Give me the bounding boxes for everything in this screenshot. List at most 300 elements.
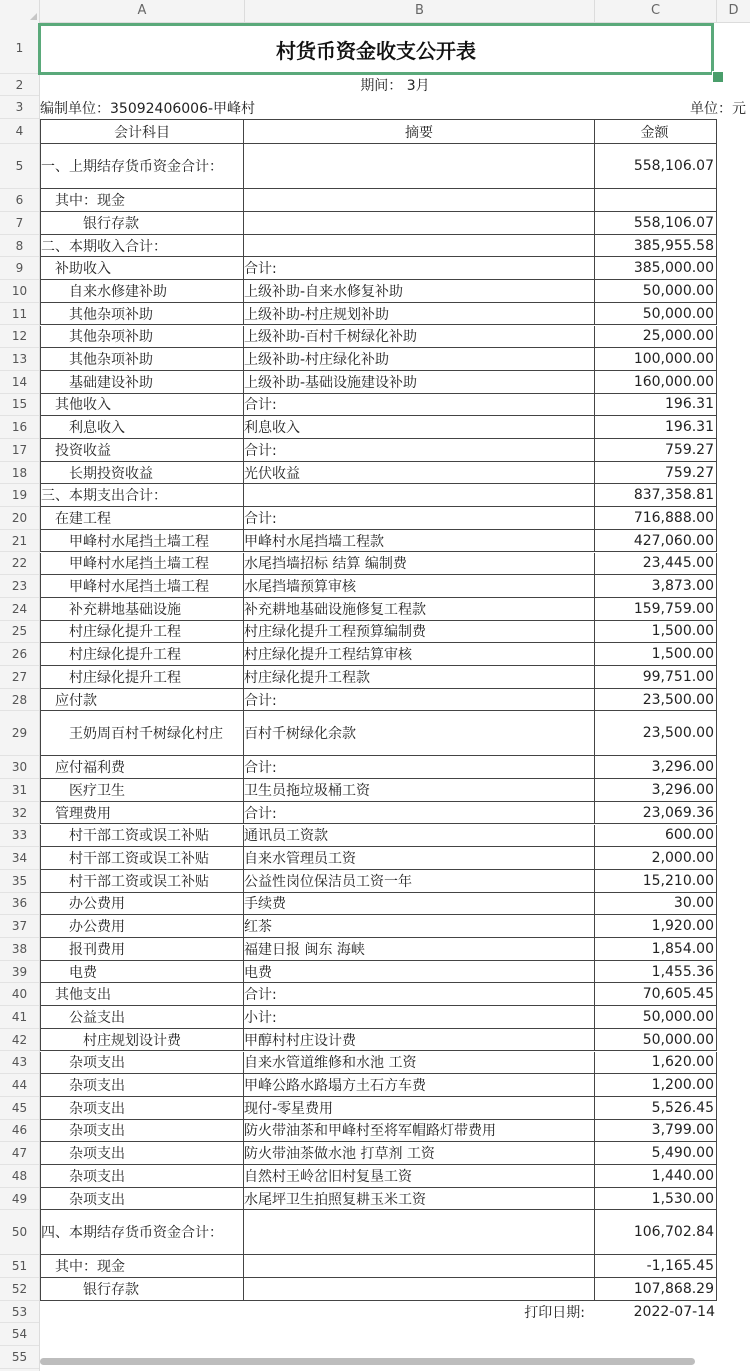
summary-cell[interactable] — [244, 1029, 595, 1052]
subject-cell[interactable] — [40, 643, 244, 666]
summary-cell-text: 公益性岗位保洁员工资一年 — [244, 873, 412, 890]
subject-cell-text: 村庄规划设计费 — [41, 1032, 181, 1049]
row-number[interactable]: 39 — [0, 961, 39, 984]
row-number[interactable]: 36 — [0, 893, 39, 916]
amount-cell-text: 716,888.00 — [633, 509, 714, 526]
sheet-row — [40, 961, 750, 984]
sheet-row — [40, 507, 750, 530]
summary-cell[interactable] — [244, 598, 595, 621]
amount-cell[interactable] — [595, 915, 717, 938]
summary-cell[interactable] — [244, 1188, 595, 1211]
amount-cell[interactable] — [595, 1074, 717, 1097]
summary-cell[interactable] — [244, 326, 595, 349]
subject-cell-text: 基础建设补助 — [41, 374, 153, 391]
summary-cell[interactable] — [244, 1210, 595, 1255]
amount-cell[interactable] — [595, 553, 717, 576]
summary-cell-text: 村庄绿化提升工程款 — [244, 669, 370, 686]
summary-cell-text: 自来水管理员工资 — [244, 851, 356, 868]
subject-cell[interactable] — [40, 144, 244, 189]
amount-cell-text: 837,358.81 — [633, 487, 714, 504]
subject-cell[interactable] — [40, 1097, 244, 1120]
subject-cell[interactable] — [40, 870, 244, 893]
subject-cell[interactable] — [40, 280, 244, 303]
summary-cell-text: 光伏收益 — [244, 465, 300, 482]
summary-cell[interactable] — [244, 893, 595, 916]
row-number[interactable]: 10 — [0, 280, 39, 303]
row-number[interactable]: 11 — [0, 303, 39, 326]
amount-cell[interactable] — [595, 825, 717, 848]
row-number[interactable]: 23 — [0, 575, 39, 598]
amount-cell[interactable] — [595, 1006, 717, 1029]
row-number[interactable]: 43 — [0, 1052, 39, 1075]
subject-cell-text: 在建工程 — [41, 510, 111, 527]
unit-right-cell-text: 单位：元 — [690, 100, 746, 117]
summary-cell-text: 合计: — [244, 987, 277, 1004]
summary-cell-text: 合计: — [244, 805, 277, 822]
subject-cell[interactable] — [40, 779, 244, 802]
amount-cell-text: 1,500.00 — [651, 646, 714, 663]
subject-cell[interactable] — [40, 893, 244, 916]
amount-cell[interactable] — [595, 961, 717, 984]
subject-cell-text: 甲峰村水尾挡土墙工程 — [41, 556, 209, 573]
amount-cell[interactable] — [595, 621, 717, 644]
print-label-cell-text: 打印日期: — [524, 1305, 585, 1322]
summary-cell[interactable] — [244, 348, 595, 371]
summary-cell[interactable] — [244, 643, 595, 666]
amount-cell[interactable] — [595, 484, 717, 507]
subject-cell[interactable] — [40, 1120, 244, 1143]
summary-cell[interactable] — [244, 144, 595, 189]
amount-cell[interactable] — [595, 802, 717, 825]
sheet-row — [40, 235, 750, 258]
summary-cell[interactable] — [244, 212, 595, 235]
subject-cell[interactable] — [40, 1029, 244, 1052]
row-number[interactable]: 19 — [0, 484, 39, 507]
row-number[interactable]: 47 — [0, 1142, 39, 1165]
amount-cell[interactable] — [595, 462, 717, 485]
column-header-d[interactable]: D — [728, 3, 739, 18]
summary-cell[interactable] — [244, 371, 595, 394]
amount-cell[interactable] — [595, 1165, 717, 1188]
sheet-row — [40, 1120, 750, 1143]
amount-cell-text: 23,445.00 — [642, 555, 714, 572]
amount-cell[interactable] — [595, 1029, 717, 1052]
subject-cell[interactable] — [40, 1210, 244, 1255]
subject-cell-text: 一、上期结存货币资金合计： — [41, 159, 223, 175]
row-number[interactable]: 13 — [0, 348, 39, 371]
summary-cell-text: 合计: — [244, 760, 277, 777]
row-number[interactable]: 8 — [0, 235, 39, 258]
sheet-row — [40, 326, 750, 349]
summary-cell[interactable] — [244, 575, 595, 598]
subject-cell[interactable] — [40, 938, 244, 961]
subject-cell-text: 杂项支出 — [41, 1191, 125, 1208]
amount-cell-text: 1,440.00 — [651, 1167, 714, 1184]
amount-cell-text: 50,000.00 — [642, 305, 714, 322]
subject-cell-text: 村庄绿化提升工程 — [41, 669, 181, 686]
amount-cell[interactable] — [595, 983, 717, 1006]
summary-cell[interactable] — [244, 1165, 595, 1188]
subject-cell-text: 其他支出 — [41, 987, 111, 1004]
subject-cell[interactable] — [40, 257, 244, 280]
summary-cell[interactable] — [244, 553, 595, 576]
summary-cell[interactable] — [244, 1052, 595, 1075]
summary-cell[interactable] — [244, 847, 595, 870]
summary-cell[interactable] — [244, 1255, 595, 1278]
subject-cell[interactable] — [40, 189, 244, 212]
column-header-b[interactable]: B — [245, 0, 595, 22]
amount-cell-text: 1,854.00 — [651, 940, 714, 957]
subject-cell[interactable] — [40, 416, 244, 439]
selected-title-cell[interactable] — [38, 23, 714, 75]
amount-cell-text: 558,106.07 — [633, 158, 714, 174]
subject-cell-text: 自来水修建补助 — [41, 283, 167, 300]
row-number[interactable]: 54 — [0, 1324, 39, 1347]
row-number[interactable]: 9 — [0, 257, 39, 280]
summary-cell[interactable] — [244, 416, 595, 439]
amount-cell[interactable] — [595, 235, 717, 258]
subject-cell-text: 杂项支出 — [41, 1078, 125, 1095]
amount-cell[interactable] — [595, 847, 717, 870]
row-number[interactable]: 55 — [0, 1346, 39, 1369]
amount-cell[interactable] — [595, 1142, 717, 1165]
amount-cell-text: 5,526.45 — [651, 1099, 714, 1116]
subject-cell-text: 王奶周百村千树绿化村庄 — [41, 726, 223, 743]
subject-cell[interactable] — [40, 507, 244, 530]
amount-cell-text: 385,000.00 — [633, 260, 714, 277]
row-number[interactable]: 28 — [0, 689, 39, 712]
summary-cell[interactable] — [244, 666, 595, 689]
amount-cell-text: 196.31 — [665, 419, 714, 436]
summary-cell[interactable] — [244, 915, 595, 938]
amount-cell[interactable] — [595, 1188, 717, 1211]
summary-cell-text: 防火带油茶和甲峰村至将军帽路灯带费用 — [244, 1123, 496, 1140]
row-number[interactable]: 3 — [0, 96, 39, 119]
amount-cell[interactable] — [595, 144, 717, 189]
row-number[interactable]: 14 — [0, 371, 39, 394]
subject-cell[interactable] — [40, 689, 244, 712]
row-number[interactable]: 4 — [0, 119, 39, 144]
subject-cell-text: 杂项支出 — [41, 1055, 125, 1072]
row-number[interactable]: 52 — [0, 1278, 39, 1301]
row-number[interactable]: 1 — [0, 22, 39, 74]
row-number[interactable]: 22 — [0, 553, 39, 576]
subject-cell[interactable] — [40, 711, 244, 756]
amount-cell[interactable] — [595, 439, 717, 462]
sheet-row — [40, 915, 750, 938]
row-number[interactable]: 49 — [0, 1188, 39, 1211]
subject-cell[interactable] — [40, 915, 244, 938]
row-number[interactable]: 21 — [0, 530, 39, 553]
summary-cell-text: 合计: — [244, 397, 277, 414]
sheet-row — [40, 280, 750, 303]
row-number[interactable]: 46 — [0, 1120, 39, 1143]
amount-cell[interactable] — [595, 598, 717, 621]
row-number[interactable]: 17 — [0, 439, 39, 462]
summary-cell-text: 自来水管道维修和水池 工资 — [244, 1055, 417, 1072]
subject-cell[interactable] — [40, 802, 244, 825]
row-number[interactable]: 26 — [0, 643, 39, 666]
summary-cell[interactable] — [244, 484, 595, 507]
row-number[interactable]: 12 — [0, 326, 39, 349]
amount-cell-text: 100,000.00 — [633, 351, 714, 368]
amount-cell[interactable] — [595, 575, 717, 598]
amount-cell[interactable] — [595, 756, 717, 779]
summary-cell[interactable] — [244, 257, 595, 280]
subject-cell[interactable] — [40, 961, 244, 984]
row-number[interactable]: 51 — [0, 1255, 39, 1278]
amount-cell[interactable] — [595, 257, 717, 280]
row-number[interactable]: 25 — [0, 621, 39, 644]
summary-cell[interactable] — [244, 507, 595, 530]
subject-cell[interactable] — [40, 484, 244, 507]
subject-cell-text: 其中：现金 — [41, 193, 125, 209]
subject-cell-text: 四、本期结存货币资金合计： — [41, 1225, 223, 1242]
subject-cell[interactable] — [40, 348, 244, 371]
subject-cell-text: 村庄绿化提升工程 — [41, 624, 181, 641]
amount-cell[interactable] — [595, 689, 717, 712]
row-number[interactable]: 7 — [0, 212, 39, 235]
header-amount[interactable] — [595, 119, 717, 144]
subject-cell[interactable] — [40, 1006, 244, 1029]
subject-cell[interactable] — [40, 394, 244, 417]
subject-cell[interactable] — [40, 825, 244, 848]
summary-cell[interactable] — [244, 394, 595, 417]
amount-cell[interactable] — [595, 394, 717, 417]
sheet-row — [40, 439, 750, 462]
horizontal-scrollbar[interactable] — [40, 1358, 695, 1365]
summary-cell[interactable] — [244, 779, 595, 802]
summary-cell-text: 卫生员拖垃圾桶工资 — [244, 782, 370, 799]
summary-cell[interactable] — [244, 303, 595, 326]
amount-cell[interactable] — [595, 643, 717, 666]
subject-cell[interactable] — [40, 1052, 244, 1075]
row-number[interactable]: 45 — [0, 1097, 39, 1120]
sheet-row — [40, 870, 750, 893]
subject-cell[interactable] — [40, 303, 244, 326]
summary-cell-text: 水尾挡墙招标 结算 编制费 — [244, 556, 407, 573]
sheet-row — [40, 96, 750, 119]
row-number[interactable]: 37 — [0, 915, 39, 938]
summary-cell[interactable] — [244, 621, 595, 644]
amount-cell-text: 106,702.84 — [633, 1224, 714, 1241]
subject-cell[interactable] — [40, 439, 244, 462]
summary-cell[interactable] — [244, 462, 595, 485]
amount-cell[interactable] — [595, 1097, 717, 1120]
row-number[interactable]: 44 — [0, 1074, 39, 1097]
summary-cell[interactable] — [244, 235, 595, 258]
unit-right-cell[interactable] — [595, 96, 750, 119]
summary-cell[interactable] — [244, 1006, 595, 1029]
amount-cell-text: 1,200.00 — [651, 1077, 714, 1094]
subject-cell[interactable] — [40, 235, 244, 258]
sheet-row — [40, 189, 750, 212]
amount-cell-text: 600.00 — [665, 827, 714, 844]
amount-cell[interactable] — [595, 530, 717, 553]
amount-cell[interactable] — [595, 1120, 717, 1143]
summary-cell[interactable] — [244, 1074, 595, 1097]
amount-cell-text: 759.27 — [665, 441, 714, 458]
period-cell[interactable] — [40, 74, 750, 96]
header-summary[interactable] — [244, 119, 595, 144]
summary-cell-text: 自然村王岭岔旧村复垦工资 — [244, 1168, 412, 1185]
row-number[interactable]: 18 — [0, 462, 39, 485]
amount-cell[interactable] — [595, 326, 717, 349]
amount-cell[interactable] — [595, 371, 717, 394]
subject-cell[interactable] — [40, 983, 244, 1006]
subject-cell[interactable] — [40, 462, 244, 485]
subject-cell[interactable] — [40, 530, 244, 553]
subject-cell[interactable] — [40, 756, 244, 779]
amount-cell[interactable] — [595, 870, 717, 893]
amount-cell-text: 385,955.58 — [633, 237, 714, 254]
summary-cell[interactable] — [244, 1120, 595, 1143]
sheet-row — [40, 348, 750, 371]
amount-cell[interactable] — [595, 1052, 717, 1075]
summary-cell-text: 合计: — [244, 510, 277, 527]
column-header-c[interactable]: C — [595, 0, 717, 22]
unit-left-cell[interactable] — [40, 96, 440, 119]
row-number[interactable]: 6 — [0, 189, 39, 212]
sheet-row — [40, 825, 750, 848]
amount-cell-text: 1,920.00 — [651, 918, 714, 935]
amount-cell[interactable] — [595, 416, 717, 439]
summary-cell[interactable] — [244, 938, 595, 961]
summary-cell-text: 甲峰公路水路塌方土石方车费 — [244, 1078, 426, 1095]
subject-cell[interactable] — [40, 621, 244, 644]
fill-handle[interactable] — [712, 71, 724, 83]
sheet-row — [40, 1074, 750, 1097]
amount-cell[interactable] — [595, 711, 717, 756]
row-number[interactable]: 41 — [0, 1006, 39, 1029]
amount-cell-text: 25,000.00 — [642, 328, 714, 345]
row-number[interactable]: 16 — [0, 416, 39, 439]
summary-cell[interactable] — [244, 961, 595, 984]
select-all-corner[interactable] — [0, 0, 40, 22]
subject-cell[interactable] — [40, 575, 244, 598]
amount-cell[interactable] — [595, 779, 717, 802]
row-number[interactable]: 33 — [0, 825, 39, 848]
subject-cell[interactable] — [40, 1074, 244, 1097]
subject-cell[interactable] — [40, 1255, 244, 1278]
amount-cell-text: 2,000.00 — [651, 850, 714, 867]
sheet-row — [40, 689, 750, 712]
sheet-row — [40, 484, 750, 507]
amount-cell[interactable] — [595, 212, 717, 235]
amount-cell[interactable] — [595, 1255, 717, 1278]
summary-cell[interactable] — [244, 711, 595, 756]
row-number[interactable]: 31 — [0, 779, 39, 802]
subject-cell[interactable] — [40, 326, 244, 349]
amount-cell[interactable] — [595, 1278, 717, 1301]
summary-cell[interactable] — [244, 189, 595, 212]
amount-cell[interactable] — [595, 1210, 717, 1255]
period-cell-text: 期间： 3月 — [360, 78, 430, 94]
row-number[interactable]: 53 — [0, 1301, 39, 1324]
amount-cell[interactable] — [595, 666, 717, 689]
subject-cell[interactable] — [40, 1142, 244, 1165]
amount-cell-text: 159,759.00 — [633, 600, 714, 617]
row-number[interactable]: 38 — [0, 938, 39, 961]
amount-cell[interactable] — [595, 893, 717, 916]
subject-cell-text: 办公费用 — [41, 919, 125, 936]
row-number[interactable]: 29 — [0, 711, 39, 756]
amount-cell[interactable] — [595, 348, 717, 371]
summary-cell[interactable] — [244, 1278, 595, 1301]
row-number[interactable]: 5 — [0, 144, 39, 189]
sheet-row — [40, 756, 750, 779]
summary-cell[interactable] — [244, 802, 595, 825]
summary-cell-text: 红茶 — [244, 919, 272, 936]
subject-cell[interactable] — [40, 1188, 244, 1211]
subject-cell[interactable] — [40, 1165, 244, 1188]
summary-cell-text: 补充耕地基础设施修复工程款 — [244, 601, 426, 618]
amount-cell-text: 50,000.00 — [642, 1008, 714, 1025]
amount-cell-text: 3,799.00 — [651, 1122, 714, 1139]
print-label-cell[interactable] — [244, 1301, 595, 1324]
header-subject[interactable] — [40, 119, 244, 144]
subject-cell[interactable] — [40, 553, 244, 576]
row-number[interactable]: 42 — [0, 1029, 39, 1052]
row-number[interactable]: 27 — [0, 666, 39, 689]
summary-cell[interactable] — [244, 825, 595, 848]
subject-cell-text: 补充耕地基础设施 — [41, 601, 181, 618]
sheet-row — [40, 257, 750, 280]
row-number[interactable]: 2 — [0, 74, 39, 96]
summary-cell[interactable] — [244, 1097, 595, 1120]
row-number[interactable]: 15 — [0, 394, 39, 417]
summary-cell[interactable] — [244, 689, 595, 712]
summary-cell[interactable] — [244, 756, 595, 779]
row-number[interactable]: 32 — [0, 802, 39, 825]
subject-cell[interactable] — [40, 1278, 244, 1301]
column-header-a[interactable]: A — [40, 0, 245, 22]
amount-cell[interactable] — [595, 938, 717, 961]
amount-cell-text: 23,500.00 — [642, 725, 714, 742]
row-number[interactable]: 48 — [0, 1165, 39, 1188]
subject-cell-text: 补助收入 — [41, 261, 111, 278]
row-number[interactable]: 40 — [0, 983, 39, 1006]
amount-cell-text: 3,296.00 — [651, 781, 714, 798]
summary-cell[interactable] — [244, 870, 595, 893]
summary-cell[interactable] — [244, 1142, 595, 1165]
row-number[interactable]: 34 — [0, 847, 39, 870]
summary-cell[interactable] — [244, 439, 595, 462]
row-number[interactable]: 20 — [0, 507, 39, 530]
subject-cell[interactable] — [40, 212, 244, 235]
row-number[interactable]: 35 — [0, 870, 39, 893]
amount-cell-text: -1,165.45 — [646, 1258, 714, 1275]
summary-cell[interactable] — [244, 280, 595, 303]
print-date-cell[interactable] — [595, 1301, 717, 1324]
row-number[interactable]: 50 — [0, 1210, 39, 1255]
summary-cell-text: 合计: — [244, 692, 277, 709]
subject-cell[interactable] — [40, 847, 244, 870]
row-number[interactable]: 24 — [0, 598, 39, 621]
amount-cell[interactable] — [595, 507, 717, 530]
summary-cell-text: 通讯员工资款 — [244, 828, 328, 845]
amount-cell[interactable] — [595, 303, 717, 326]
subject-cell[interactable] — [40, 666, 244, 689]
row-number[interactable]: 30 — [0, 756, 39, 779]
summary-cell[interactable] — [244, 530, 595, 553]
subject-cell[interactable] — [40, 598, 244, 621]
amount-cell[interactable] — [595, 189, 717, 212]
sheet-row — [40, 711, 750, 756]
amount-cell[interactable] — [595, 280, 717, 303]
subject-cell[interactable] — [40, 371, 244, 394]
summary-cell[interactable] — [244, 983, 595, 1006]
